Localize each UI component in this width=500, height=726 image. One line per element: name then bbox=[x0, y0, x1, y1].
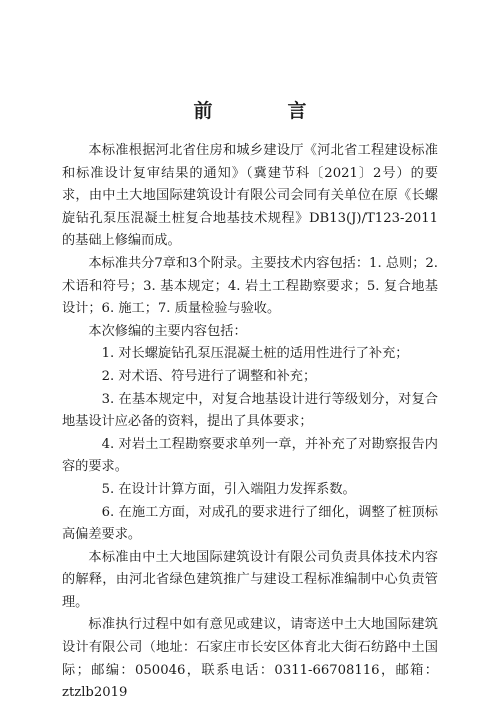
paragraph-feedback: 标准执行过程中如有意见或建议，请寄送中土大地国际建筑设计有限公司（地址：石家庄市长安区体育北大街石纺路中土国际；邮编：050046，联系电话：0311-66708116，邮箱：ztzlb2019 bbox=[62, 617, 438, 701]
revision-item-1: 1. 对长螺旋钻孔泵压混凝土桩的适用性进行了补充； bbox=[101, 346, 409, 362]
paragraph-responsibility: 本标准由中土大地国际建筑设计有限公司负责具体技术内容的解释，由河北省绿色建筑推广与建设工程标准编制中心负责管理。 bbox=[62, 549, 438, 610]
document-body bbox=[62, 140, 438, 705]
paragraph-revision-intro: 本次修编的主要内容包括： bbox=[88, 323, 247, 339]
revision-item-6: 6. 在施工方面，对成孔的要求进行了细化，调整了桩顶标高偏差要求。 bbox=[62, 504, 438, 543]
paragraph-origin: 本标准根据河北省住房和城乡建设厅《河北省工程建设标准和标准设计复审结果的通知》（冀建节科〔2021〕2号）的要求，由中土大地国际建筑设计有限公司会同有关单位在原《长螺旋钻孔泵压混凝土桩复合地基技术规程》DB13(J)/T123-2011的基础上修编而成。 bbox=[62, 143, 438, 249]
revision-item-4: 4. 对岩土工程勘察要求单列一章，并补充了对勘察报告内容的要求。 bbox=[62, 436, 438, 475]
page-title: 前 言 bbox=[193, 100, 335, 122]
revision-item-5: 5. 在设计计算方面，引入端阻力发挥系数。 bbox=[101, 481, 356, 497]
revision-item-2: 2. 对术语、符号进行了调整和补充； bbox=[101, 368, 317, 384]
revision-item-3: 3. 在基本规定中，对复合地基设计进行等级划分，对复合地基设计应必备的资料，提出了具体要求； bbox=[62, 391, 438, 430]
paragraph-contents: 本标准共分7章和3个附录。主要技术内容包括：1. 总则；2. 术语和符号；3. 基本规定；4. 岩土工程勘察要求；5. 复合地基设计；6. 施工；7. 质量检验与验收。 bbox=[62, 255, 438, 317]
